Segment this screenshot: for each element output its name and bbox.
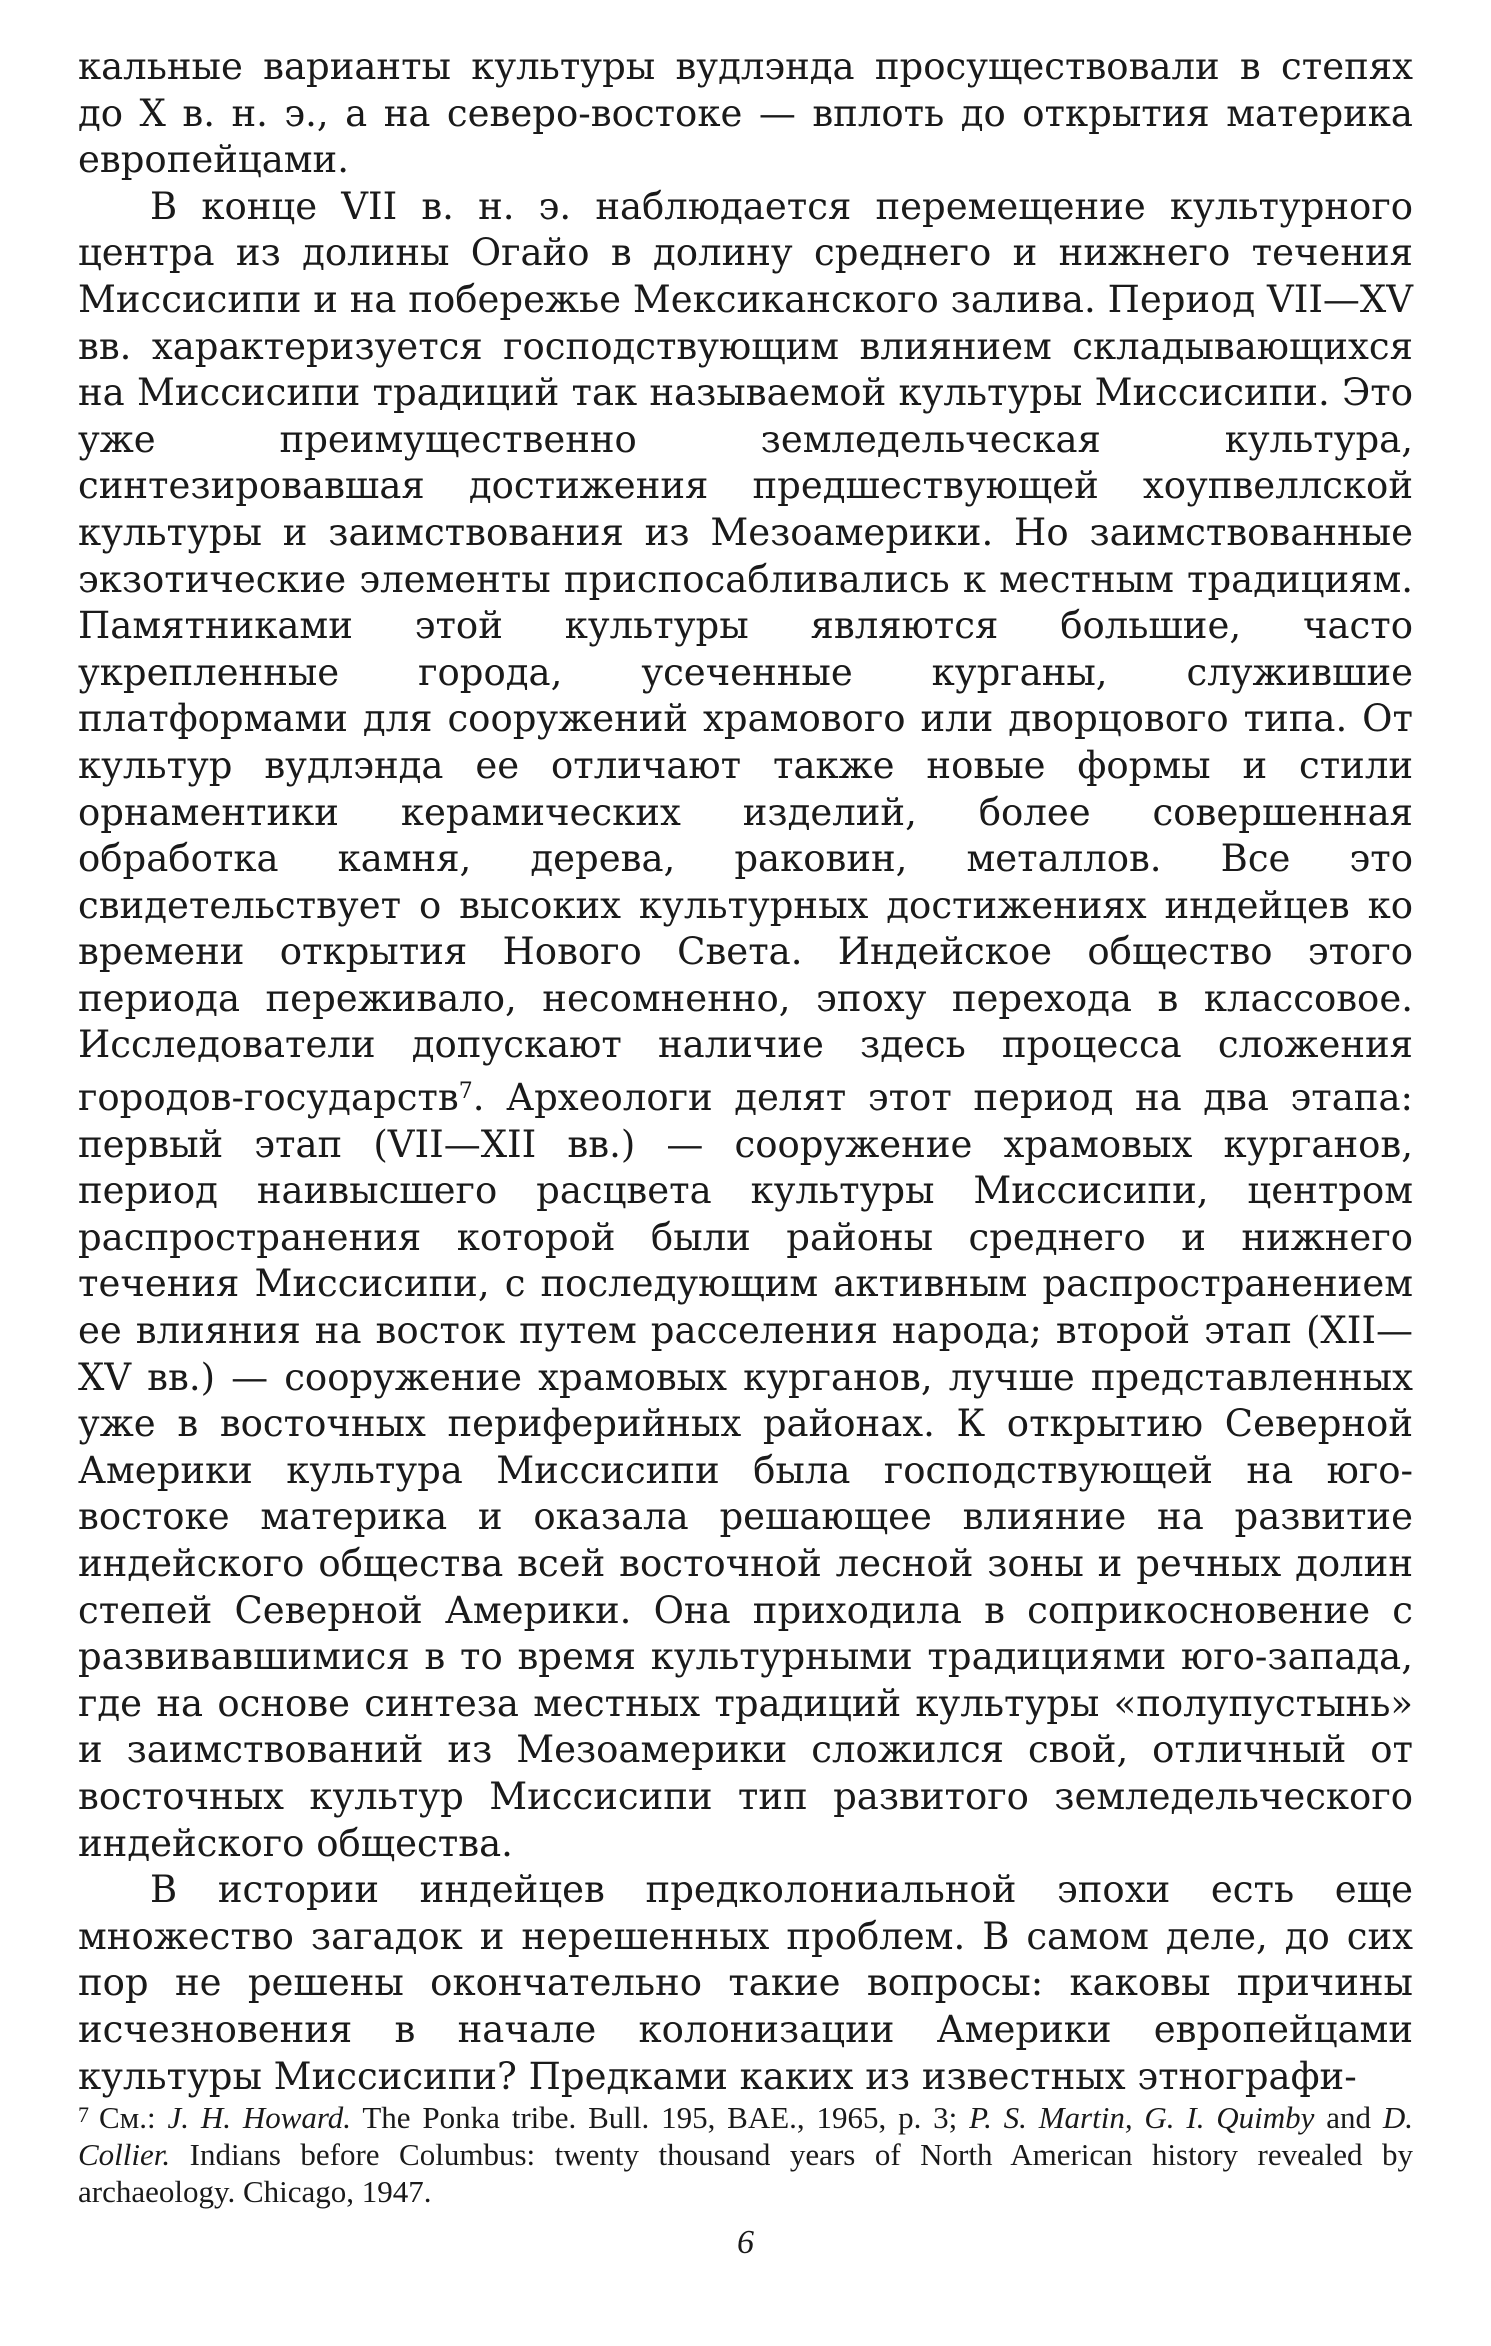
footnote-work-ponka: The Ponka tribe. Bull. 195, BAE., 1965, p. 3; xyxy=(362,2100,958,2135)
paragraph-2-text-a: В конце VII в. н. э. наблюдается перемещение культурного центра из долины Огайо в долину среднего и нижнего течения Миссисипи и на побережье Мексиканского залива. Период VII—XV вв. характеризуется господствующим влиянием складывающихся на Миссисипи традиций так называемой культуры Миссисипи. Это уже преимущественно земледельческая культура, синтезировавшая достижения предшествующей хоупвеллской культуры и заимствования из Мезоамерики. Но заимствованные экзотические элементы приспосабливались к местным традициям. Памятниками этой культуры являются большие, часто укрепленные города, усеченные курганы, служившие платформами для сооружений храмового или дворцового типа. От культур вудлэнда ее отличают также новые формы и стили орнаментики керамических изделий, более совершенная обработка камня, дерева, раковин, металлов. Все это свидетельствует о высоких культурных достижениях индейцев ко времени открытия Нового Света. Индейское общество этого периода переживало, несомненно, эпоху перехода в классовое. Исследователи допускают наличие здесь процесса сложения городов-государств xyxy=(78,184,1413,1120)
main-text xyxy=(78,44,1413,2100)
paragraph-open-questions xyxy=(78,1867,1413,2100)
page-number: 6 xyxy=(737,2224,754,2261)
paragraph-mississippi-culture xyxy=(78,184,1413,1867)
footnote-marker: 7 xyxy=(78,2102,89,2127)
footnote-author-howard: J. H. Howard. xyxy=(167,2100,352,2135)
paragraph-3-text: В истории индейцев предколониальной эпохи есть еще множество загадок и нерешенных проблем. В самом деле, до сих пор не решены окончательно такие вопросы: каковы причины исчезновения в начале колонизации Америки европейцами культуры Миссисипи? Предками каких из известных этнографи- xyxy=(78,1868,1413,2098)
footnote-reference: 7 xyxy=(458,1079,473,1105)
paragraph-2-text-b: . Археологи делят этот период на два этапа: первый этап (VII—XII вв.) — сооружение храмовых курганов, период наивысшего расцвета культуры Миссисипи, центром распространения которой были районы среднего и нижнего течения Миссисипи, с последующим активным распространением ее влияния на восток путем расселения народа; второй этап (XII—XV вв.) — сооружение храмовых курганов, лучше представленных уже в восточных периферийных районах. К открытию Северной Америки культура Миссисипи была господствующей на юго-востоке материка и оказала решающее влияние на развитие индейского общества всей восточной лесной зоны и речных долин степей Северной Америки. Она приходила в соприкосновение с развивавшимися в то время культурными традициями юго-запада, где на основе синтеза местных традиций культуры «полупустынь» и заимствований из Мезоамерики сложился свой, отличный от восточных культур Миссисипи тип развитого земледельческого индейского общества. xyxy=(78,1076,1413,1865)
footnote xyxy=(78,2096,1413,2210)
paragraph-1-text: кальные варианты культуры вудлэнда просуществовали в степях до X в. н. э., а на северо-востоке — вплоть до открытия материка европейцами. xyxy=(78,45,1413,182)
paragraph-continuation xyxy=(78,44,1413,184)
footnote-author-martin-quimby: P. S. Martin, G. I. Quimby xyxy=(969,2100,1315,2135)
footnote-lead: См.: xyxy=(99,2100,156,2135)
book-page xyxy=(78,44,1414,2261)
footnote-work-indians: Indians before Columbus: twenty thousand years of North American history revealed by archaeology. Chicago, 1947. xyxy=(78,2137,1414,2209)
footnote-conjunction: and xyxy=(1326,2100,1372,2135)
footnote-author-collier: D. Collier. xyxy=(78,2100,1414,2172)
